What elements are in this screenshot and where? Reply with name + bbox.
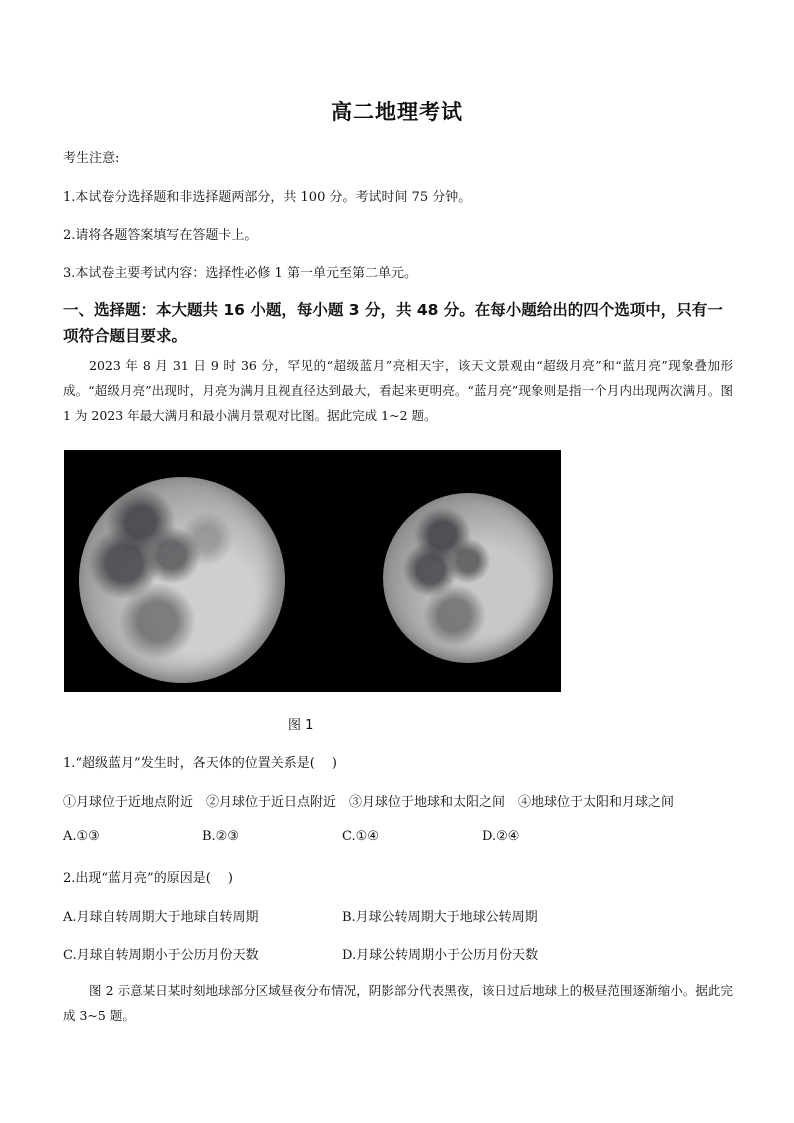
question-1-option-a: A.①③ xyxy=(63,829,100,844)
question-2-option-d: D.月球公转周期小于公历月份天数 xyxy=(342,948,539,963)
section-title: 一、选择题：本大题共 16 小题，每小题 3 分，共 48 分。在每小题给出的四个选项中，只有一项符合题目要求。 xyxy=(63,301,723,345)
largest-full-moon-image xyxy=(79,477,285,683)
figure-caption: 图 1 xyxy=(288,718,314,733)
question-1-stem: 1.“超级蓝月”发生时，各天体的位置关系是( ) xyxy=(63,756,337,771)
question-2-option-b: B.月球公转周期大于地球公转周期 xyxy=(342,910,538,925)
question-2-stem: 2.出现“蓝月亮”的原因是( ) xyxy=(63,871,233,886)
moon-comparison-figure xyxy=(64,450,561,692)
question-2-option-c: C.月球自转周期小于公历月份天数 xyxy=(63,948,259,963)
question-1-option-c: C.①④ xyxy=(342,829,379,844)
notice-item-1: 1.本试卷分选择题和非选择题两部分，共 100 分。考试时间 75 分钟。 xyxy=(63,190,472,205)
question-1-option-d: D.②④ xyxy=(482,829,520,844)
notice-item-3: 3.本试卷主要考试内容：选择性必修 1 第一单元至第二单元。 xyxy=(63,266,417,281)
question-1-statements: ①月球位于近地点附近 ②月球位于近日点附近 ③月球位于地球和太阳之间 ④地球位于太阳和月球之间 xyxy=(63,795,675,810)
notice-heading: 考生注意: xyxy=(63,151,120,166)
passage-2: 图 2 示意某日某时刻地球部分区域昼夜分布情况，阴影部分代表黑夜，该日过后地球上的极昼范围逐渐缩小。据此完成 3~5 题。 xyxy=(63,983,733,1023)
question-2-option-a: A.月球自转周期大于地球自转周期 xyxy=(63,910,259,925)
smallest-full-moon-image xyxy=(383,493,553,663)
passage-1: 2023 年 8 月 31 日 9 时 36 分，罕见的“超级蓝月”亮相天宇，该天文景观由“超级月亮”和“蓝月亮”现象叠加形成。“超级月亮”出现时，月亮为满月且视直径达到最大，看起来更明亮。“蓝月亮”现象则是指一个月内出现两次满月。图 1 为 2023 年最大满月和最小满月景观对比图。据此完成 1~2 题。 xyxy=(63,358,733,423)
question-1-option-b: B.②③ xyxy=(202,829,239,844)
exam-title: 高二地理考试 xyxy=(331,100,463,124)
notice-item-2: 2.请将各题答案填写在答题卡上。 xyxy=(63,228,258,243)
